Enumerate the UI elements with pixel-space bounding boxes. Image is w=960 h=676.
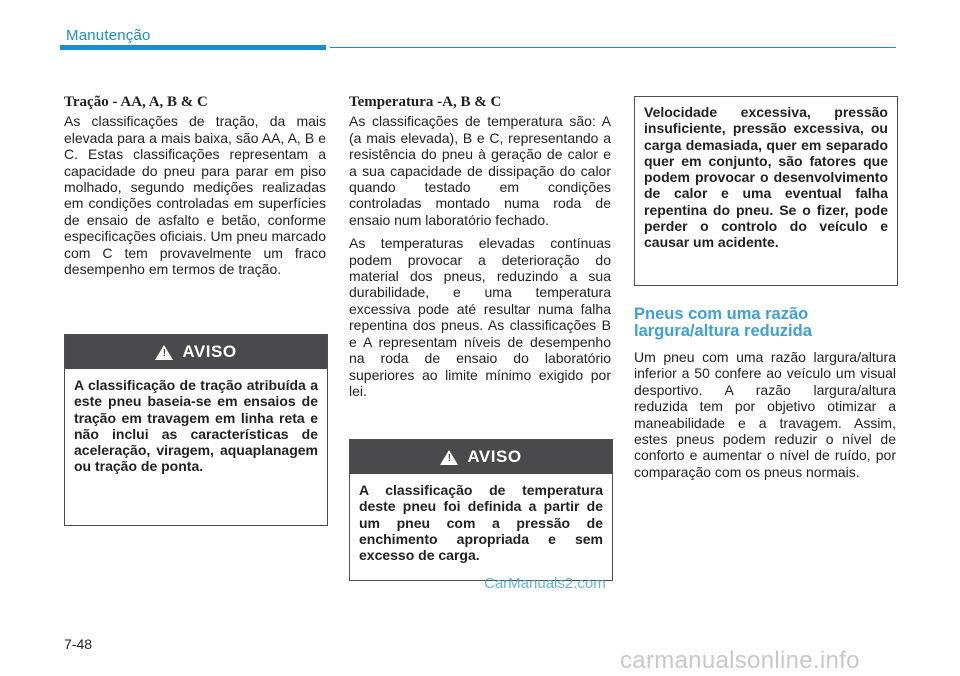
column-traction <box>64 94 326 277</box>
temperature-paragraph-2: As temperaturas elevadas contínuas podem provocar a deterioração do material dos pneus, reduzindo a sua durabilidade, e uma temperatura excessiva pode até resultar numa falha repentina dos pneus. As classificações B e A representam níveis de desempenho na roda de ensaio do laboratório superiores ao limite mínimo exigido por lei. <box>349 235 611 399</box>
temperature-paragraph-1: As classificações de temperatura são: A (a mais elevada), B e C, representando a resistência do pneu à geração de calor e a sua capacidade de dissipação do calor quando testado em condições controladas montado numa roda de ensaio num laboratório fechado. <box>349 113 611 228</box>
warning-triangle-icon: ! <box>155 345 173 360</box>
warning-label: AVISO <box>467 447 522 466</box>
traction-paragraph: As classificações de tração, da mais elevada para a mais baixa, são AA, A, B e C. Estas classificações representam a capacidade do pneu para parar em piso molhado, segundo medições realizadas em condições controladas em superfícies de ensaio de asfalto e betão, conforme especificações oficiais. Um pneu marcado com C tem provavelmente um fraco desempenho em termos de tração. <box>64 113 326 278</box>
watermark-large[interactable]: carmanualsonline.info <box>620 647 860 674</box>
column-temperature <box>349 94 611 399</box>
warning-label: AVISO <box>182 342 237 361</box>
column-low-aspect-ratio <box>634 306 896 480</box>
warning-header <box>65 335 327 369</box>
header-accent-bar <box>60 45 326 50</box>
low-aspect-ratio-title: Pneus com uma razão largura/altura reduzida <box>634 305 812 340</box>
low-aspect-ratio-paragraph: Um pneu com uma razão largura/altura inferior a 50 confere ao veículo um visual desportivo. A razão largura/altura reduzida tem por objetivo otimizar a maneabilidade e a travagem. Assim, estes pneus podem reduzir o nível de conforto e aumentar o nível de ruído, por comparação com os pneus normais. <box>634 349 896 480</box>
traction-warning-text: A classificação de tração atribuída a este pneu baseia-se em ensaios de tração em travagem em linha reta e não inclui as características de aceleração, viragem, aquaplanagem ou tração de ponta. <box>74 377 318 475</box>
traction-warning-box <box>64 334 328 526</box>
traction-heading: Tração - AA, A, B & C <box>64 94 208 110</box>
speed-warning-box <box>634 96 898 286</box>
warning-header <box>350 440 612 474</box>
watermark-small[interactable]: CarManuals2.com <box>484 575 606 592</box>
temperature-heading: Temperatura -A, B & C <box>349 94 502 110</box>
temperature-warning-box <box>349 439 613 581</box>
header-rule <box>330 47 896 48</box>
temperature-warning-text: A classificação de temperatura deste pneu foi definida a partir de um pneu com a pressão de enchimento apropriada e sem excesso de carga. <box>359 482 603 564</box>
section-header-title: Manutenção <box>66 27 151 44</box>
speed-warning-text: Velocidade excessiva, pressão insuficiente, pressão excessiva, ou carga demasiada, quer em separado quer em conjunto, são fatores que podem provocar o desenvolvimento de calor e uma eventual falha repentina do pneu. Se o fizer, pode perder o controlo do veículo e causar um acidente. <box>644 104 888 251</box>
warning-triangle-icon: ! <box>440 450 458 465</box>
page-number: 7-48 <box>64 636 93 652</box>
